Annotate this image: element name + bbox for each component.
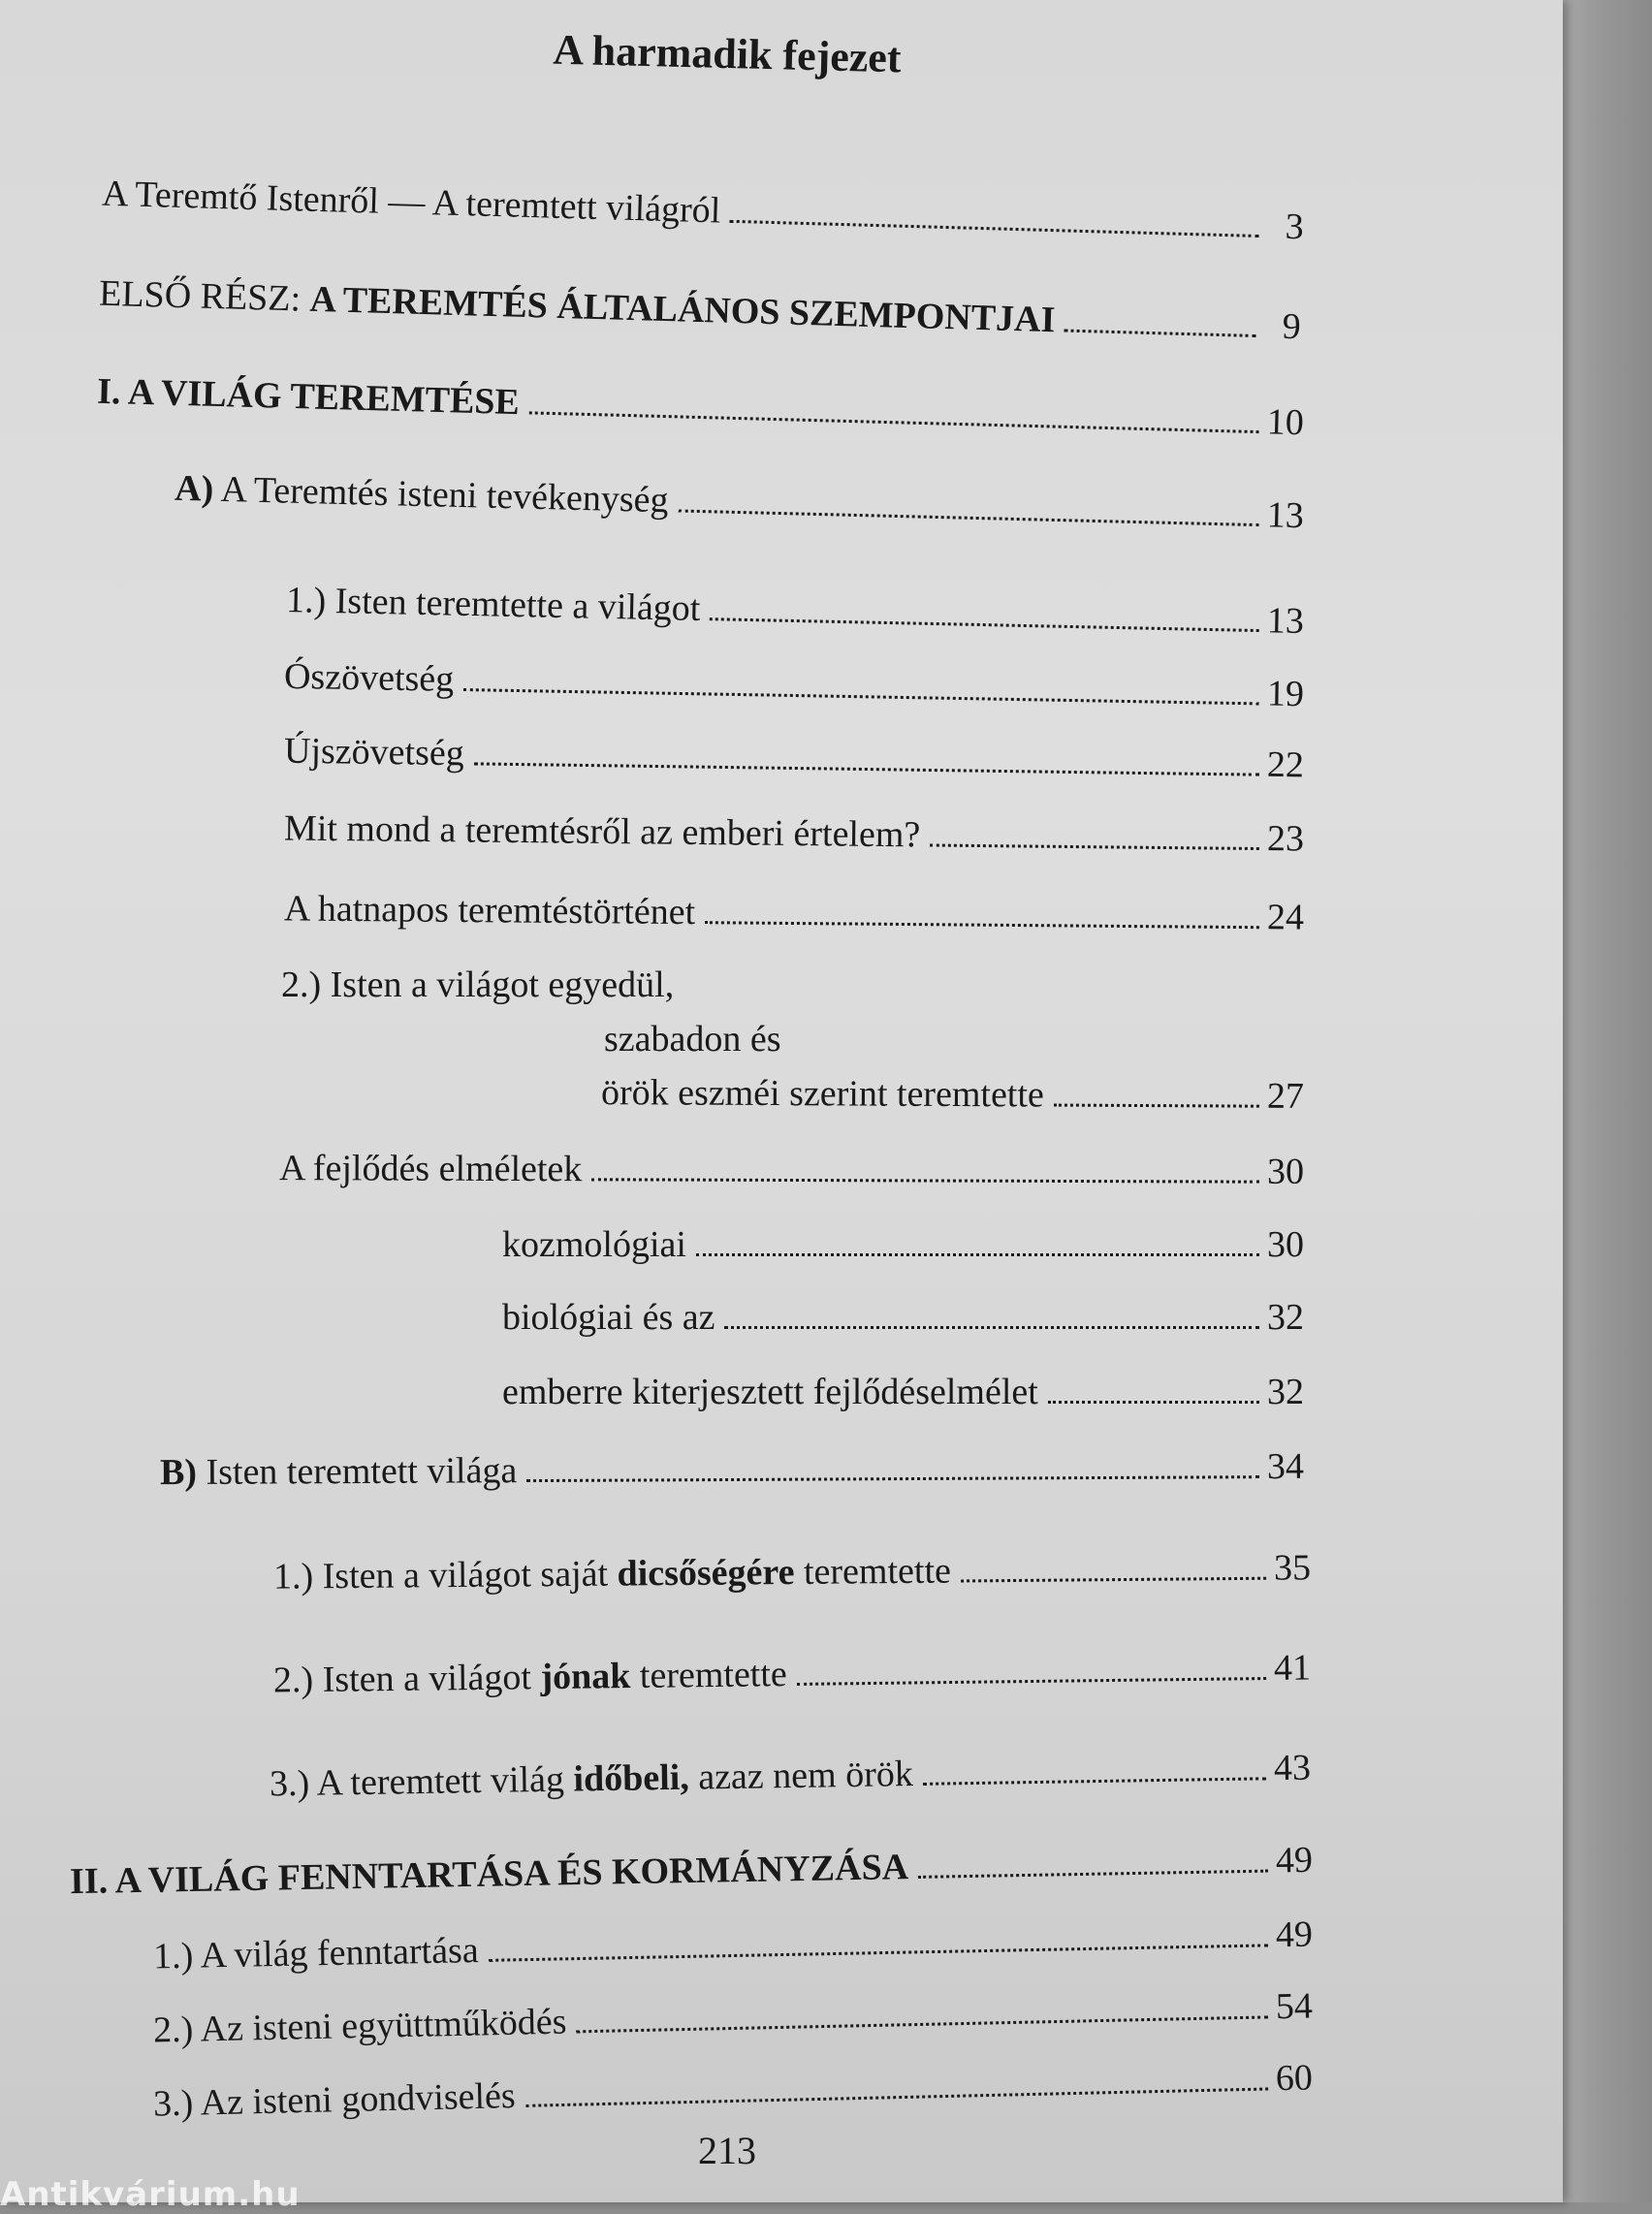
toc-entry-title-part: A) [174,467,214,510]
toc-entry-title-part: jónak [540,1656,631,1698]
toc-entry [502,1223,1304,1266]
toc-page-number: 34 [1266,1445,1305,1488]
toc-page-number: 19 [1266,673,1305,715]
toc-entry-title-part: A fejlődés elméletek [278,1148,583,1190]
toc-entry [99,272,1302,349]
toc-entry [284,807,1304,860]
toc-entry-title-part: 3.) A teremtett világ [269,1758,574,1805]
toc-entry-title-part: Mit mond a teremtésről az emberi értelem? [283,807,921,856]
dot-leader [591,1178,1259,1183]
toc-entry-title-part: B) [159,1451,198,1494]
toc-entry-title-part: időbeli, [573,1756,690,1800]
dot-leader [961,1577,1266,1583]
toc-entry-title [273,1550,951,1598]
dot-leader [474,762,1259,775]
toc-entry-title-part: 2.) Isten a világot [272,1657,541,1701]
toc-page-number: 49 [1275,1914,1314,1956]
toc-entry-title-part: 1.) A világ fenntartása [152,1930,480,1977]
toc-entry-title-part: 2.) Az isteni együttműködés [152,2001,567,2051]
toc-page-number: 49 [1275,1839,1314,1882]
dot-leader [526,1475,1259,1482]
dot-leader [930,843,1259,850]
toc-page-number: 22 [1266,743,1305,786]
toc-entry [502,1371,1304,1413]
toc-entry-title [279,1147,582,1190]
toc-entry-title-part: 1.) Isten teremtette a világot [285,580,701,629]
dot-leader [705,921,1259,929]
dot-leader [923,1777,1266,1786]
dot-leader [710,617,1259,632]
toc-entry-title [284,887,696,933]
dot-leader [918,1870,1268,1879]
toc-page-number: 32 [1267,1297,1304,1338]
toc-entry-title [502,1371,1038,1413]
toc-entry [284,887,1304,938]
toc-entry-title [97,370,521,424]
toc-entry-title-part: örök eszméi szerint teremtette [600,1072,1044,1116]
toc-entry-title-part: A Teremtés isteni tevékenység [212,468,670,522]
dot-leader [696,1253,1259,1256]
toc-page-number: 10 [1266,401,1305,444]
dot-leader [730,220,1259,237]
toc-entry-title-part: A TEREMTÉS ÁLTALÁNOS SZEMPONTJAI [309,278,1056,341]
toc-entry [601,1071,1304,1118]
toc-page-number: 24 [1266,897,1305,938]
toc-entry [286,579,1305,643]
toc-entry [273,1546,1311,1597]
toc-entry-title [102,173,721,233]
toc-entry-title [153,2001,567,2052]
toc-entry-title-part: biológiai és az [502,1297,715,1338]
toc-entry-title [502,1223,686,1266]
toc-page-number: 60 [1275,2057,1314,2100]
toc-page-number: 3 [1285,206,1305,248]
toc-entry [279,1147,1304,1193]
toc-page-number: 13 [1266,600,1305,642]
toc-entry-title [99,272,1056,342]
toc-entry-title [270,1753,913,1805]
dot-leader [525,2087,1268,2106]
toc-entry-title [502,1296,715,1339]
toc-entry [153,1984,1314,2051]
toc-entry [270,1747,1312,1806]
toc-entry-title-part: ELSŐ RÉSZ: [98,272,311,320]
toc-page-number: 43 [1273,1747,1312,1789]
toc-entry-title [70,1846,909,1903]
toc-page-number: 30 [1266,1151,1305,1192]
dot-leader [1064,330,1256,338]
toc-entry [153,2056,1314,2125]
toc-entry-title-part: Isten teremtett világa [196,1450,518,1493]
toc-entry-title-part: II. A VILÁG FENNTARTÁSA ÉS KORMÁNYZÁSA [69,1847,909,1903]
toc-page-number: 9 [1282,305,1302,348]
dot-leader [463,688,1259,705]
toc-entry [284,655,1305,715]
toc-entry-title [160,1449,517,1494]
toc-entry-title [273,1653,787,1701]
toc-page-number: 27 [1266,1075,1305,1117]
chapter-heading: A harmadik fejezet [552,25,903,82]
toc-entry-title-part: 3.) Az isteni gondviselés [152,2075,517,2125]
toc-entry-title-part: kozmológiai [502,1224,686,1265]
toc-entry-line: szabadon és [604,1019,781,1060]
toc-entry-title [601,1071,1044,1116]
toc-page-number: 13 [1266,494,1305,537]
dot-leader [724,1326,1259,1329]
toc-entry [160,1445,1304,1494]
watermark: Antikvárium.hu [0,2175,301,2214]
toc-entry-title-part: emberre kiterjesztett fejlődéselmélet [502,1372,1038,1412]
toc-page-number: 23 [1266,818,1305,860]
photo-background [1551,0,1652,2202]
toc-entry [175,467,1305,537]
toc-entry-title-part: A Teremtő Istenről — A teremtett világról [101,173,721,232]
toc-entry [502,1296,1304,1339]
toc-entry-title-part: teremtette [630,1654,788,1697]
toc-entry [273,1646,1311,1701]
toc-entry-title [284,730,464,775]
toc-entry-title [153,1929,479,1977]
toc-page-number: 30 [1267,1224,1304,1265]
toc-entry-title-part: dicsőségére [617,1551,795,1595]
toc-page-number: 35 [1273,1547,1312,1589]
toc-entry-title-part: 1.) Isten a világot saját [272,1553,618,1597]
toc-entry [284,730,1305,787]
toc-page-number: 41 [1273,1647,1312,1689]
toc-entry-title [286,579,701,630]
toc-entry-title-part: I. A VILÁG TEREMTÉSE [96,370,521,424]
toc-entry [97,370,1305,445]
dot-leader [529,411,1259,433]
dot-leader [1048,1401,1259,1404]
toc-entry-title-part: A hatnapos teremtéstörténet [283,888,696,933]
toc-entry-title [284,807,921,856]
toc-entry [102,173,1305,249]
dot-leader [489,1944,1268,1961]
toc-entry-line: 2.) Isten a világot egyedül, [281,965,675,1005]
dot-leader [577,2015,1269,2033]
toc-entry-title-part: Ószövetség [283,655,455,700]
toc-entry [153,1914,1314,1978]
toc-entry [70,1839,1314,1903]
toc-entry-title-part: Újszövetség [283,730,465,775]
toc-entry-title [153,2074,517,2125]
page-number: 213 [698,2129,756,2172]
toc-entry-title [284,655,455,701]
dot-leader [678,509,1258,526]
dot-leader [797,1677,1266,1686]
dot-leader [1054,1104,1259,1108]
toc-page-number: 32 [1267,1372,1304,1412]
toc-entry-title [175,467,669,522]
toc-entry-title-part: azaz nem örök [688,1754,914,1798]
toc-page-number: 54 [1275,1985,1314,2028]
toc-entry-title-part: teremtette [794,1550,952,1593]
